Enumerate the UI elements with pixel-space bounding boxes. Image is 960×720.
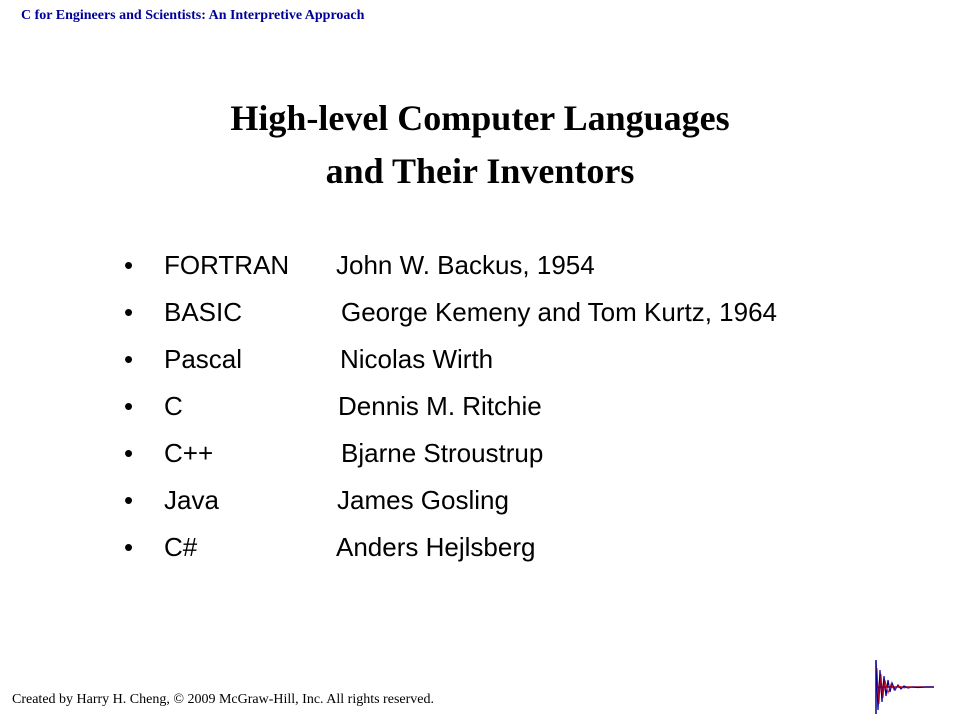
bullet-icon: •	[124, 532, 134, 562]
list-item-basic	[0, 289, 960, 336]
inventor-name: George Kemeny and Tom Kurtz, 1964	[341, 297, 777, 327]
list-item-cpp	[0, 430, 960, 477]
language-name: BASIC	[164, 297, 243, 327]
inventor-name: John W. Backus, 1954	[336, 250, 595, 280]
inventor-name: James Gosling	[337, 485, 509, 515]
list-item-java	[0, 477, 960, 524]
bullet-icon: •	[124, 391, 134, 421]
language-name: C	[164, 391, 183, 421]
list-item-csharp	[0, 524, 960, 571]
bullet-icon: •	[124, 297, 134, 327]
slide-title-line-1: High-level Computer Languages	[230, 98, 730, 138]
slide-title	[0, 92, 960, 198]
language-name: Java	[164, 485, 219, 515]
bullet-icon: •	[124, 485, 134, 515]
copyright-footer: Created by Harry H. Cheng, © 2009 McGraw-Hill, Inc. All rights reserved.	[12, 692, 434, 707]
inventor-name: Bjarne Stroustrup	[341, 438, 544, 468]
bullet-icon: •	[124, 250, 134, 280]
inventor-name: Nicolas Wirth	[340, 344, 494, 374]
list-item-c	[0, 383, 960, 430]
inventor-name: Anders Hejlsberg	[336, 532, 536, 562]
language-inventor-list	[0, 242, 960, 571]
language-name: C#	[164, 532, 198, 562]
language-name: Pascal	[164, 344, 243, 374]
list-item-pascal	[0, 336, 960, 383]
book-title-header: C for Engineers and Scientists: An Interpretive Approach	[21, 8, 365, 23]
bullet-icon: •	[124, 344, 134, 374]
slide-title-line-2: and Their Inventors	[325, 151, 635, 191]
damped-oscillation-plot-logo-icon	[870, 658, 936, 716]
language-name: FORTRAN	[164, 250, 290, 280]
inventor-name: Dennis M. Ritchie	[338, 391, 542, 421]
language-name: C++	[164, 438, 214, 468]
bullet-icon: •	[124, 438, 134, 468]
list-item-fortran	[0, 242, 960, 289]
